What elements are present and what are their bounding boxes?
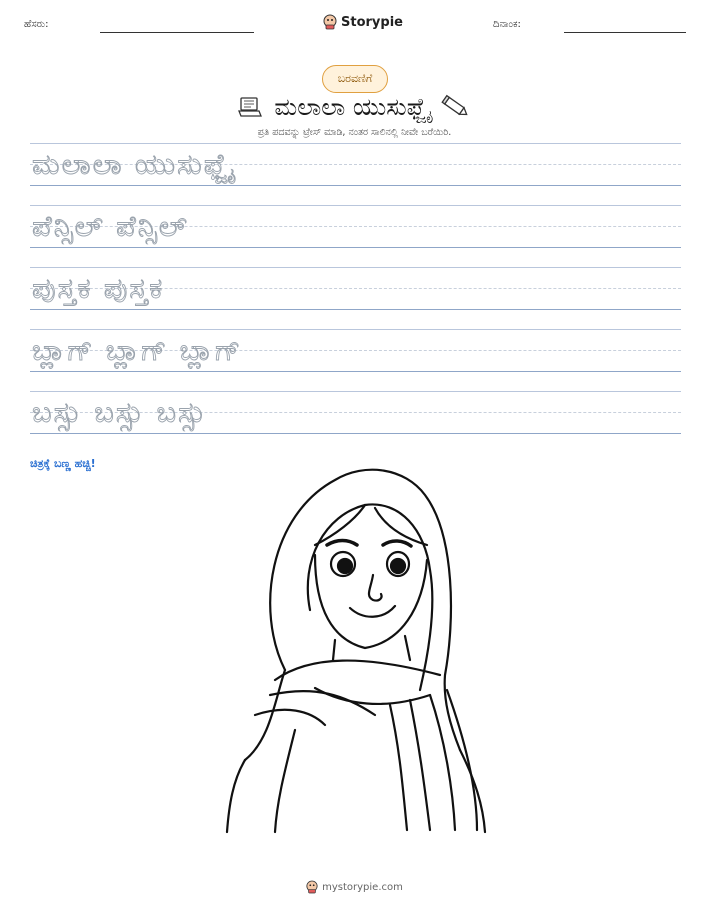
brand-name: Storypie xyxy=(341,14,403,30)
date-label: ದಿನಾಂಕ: xyxy=(493,19,521,30)
tracing-practice xyxy=(30,143,681,453)
title-row xyxy=(0,90,709,124)
practice-row[interactable] xyxy=(30,391,681,453)
practice-row[interactable] xyxy=(30,205,681,267)
brand xyxy=(323,14,403,30)
trace-text: ಬ್ಲಾಗ್ ಬ್ಲಾಗ್ ಬ್ಲಾಗ್ xyxy=(32,333,243,367)
practice-row[interactable] xyxy=(30,329,681,391)
page-title: ಮಲಾಲಾ ಯುಸುಫ್ಜೈ xyxy=(274,93,429,121)
category-badge: ಬರವಣಿಗೆ xyxy=(322,65,388,93)
name-label: ಹೆಸರು: xyxy=(24,19,49,30)
pencil-icon xyxy=(441,94,471,120)
header-bar xyxy=(0,14,709,38)
storypie-logo-icon xyxy=(323,14,337,30)
date-field-line[interactable] xyxy=(564,32,686,33)
trace-text: ಪೆನ್ಸಿಲ್ ಪೆನ್ಸಿಲ್ xyxy=(32,209,189,243)
footer xyxy=(0,880,709,894)
practice-row[interactable] xyxy=(30,267,681,329)
trace-text: ಪುಸ್ತಕ ಪುಸ್ತಕ xyxy=(32,271,165,305)
name-field-line[interactable] xyxy=(100,32,254,33)
laptop-icon xyxy=(238,96,262,118)
trace-text: ಬಸ್ಸು ಬಸ್ಸು ಬಸ್ಸು xyxy=(32,395,208,429)
storypie-logo-icon xyxy=(306,880,318,894)
coloring-figure[interactable] xyxy=(215,460,495,836)
trace-text: ಮಲಾಲಾ ಯುಸುಫ್ಜೈ xyxy=(32,147,233,181)
coloring-prompt: ಚಿತ್ರಕ್ಕೆ ಬಣ್ಣ ಹಚ್ಚಿ! xyxy=(30,457,96,470)
instructions: ಪ್ರತಿ ಪದವನ್ನು ಟ್ರೇಸ್ ಮಾಡಿ, ನಂತರ ಸಾಲಿನಲ್ಲಿ ನೀವೇ ಬರೆಯಿರಿ. xyxy=(257,127,452,138)
practice-row[interactable] xyxy=(30,143,681,205)
footer-url[interactable]: mystorypie.com xyxy=(322,881,403,893)
